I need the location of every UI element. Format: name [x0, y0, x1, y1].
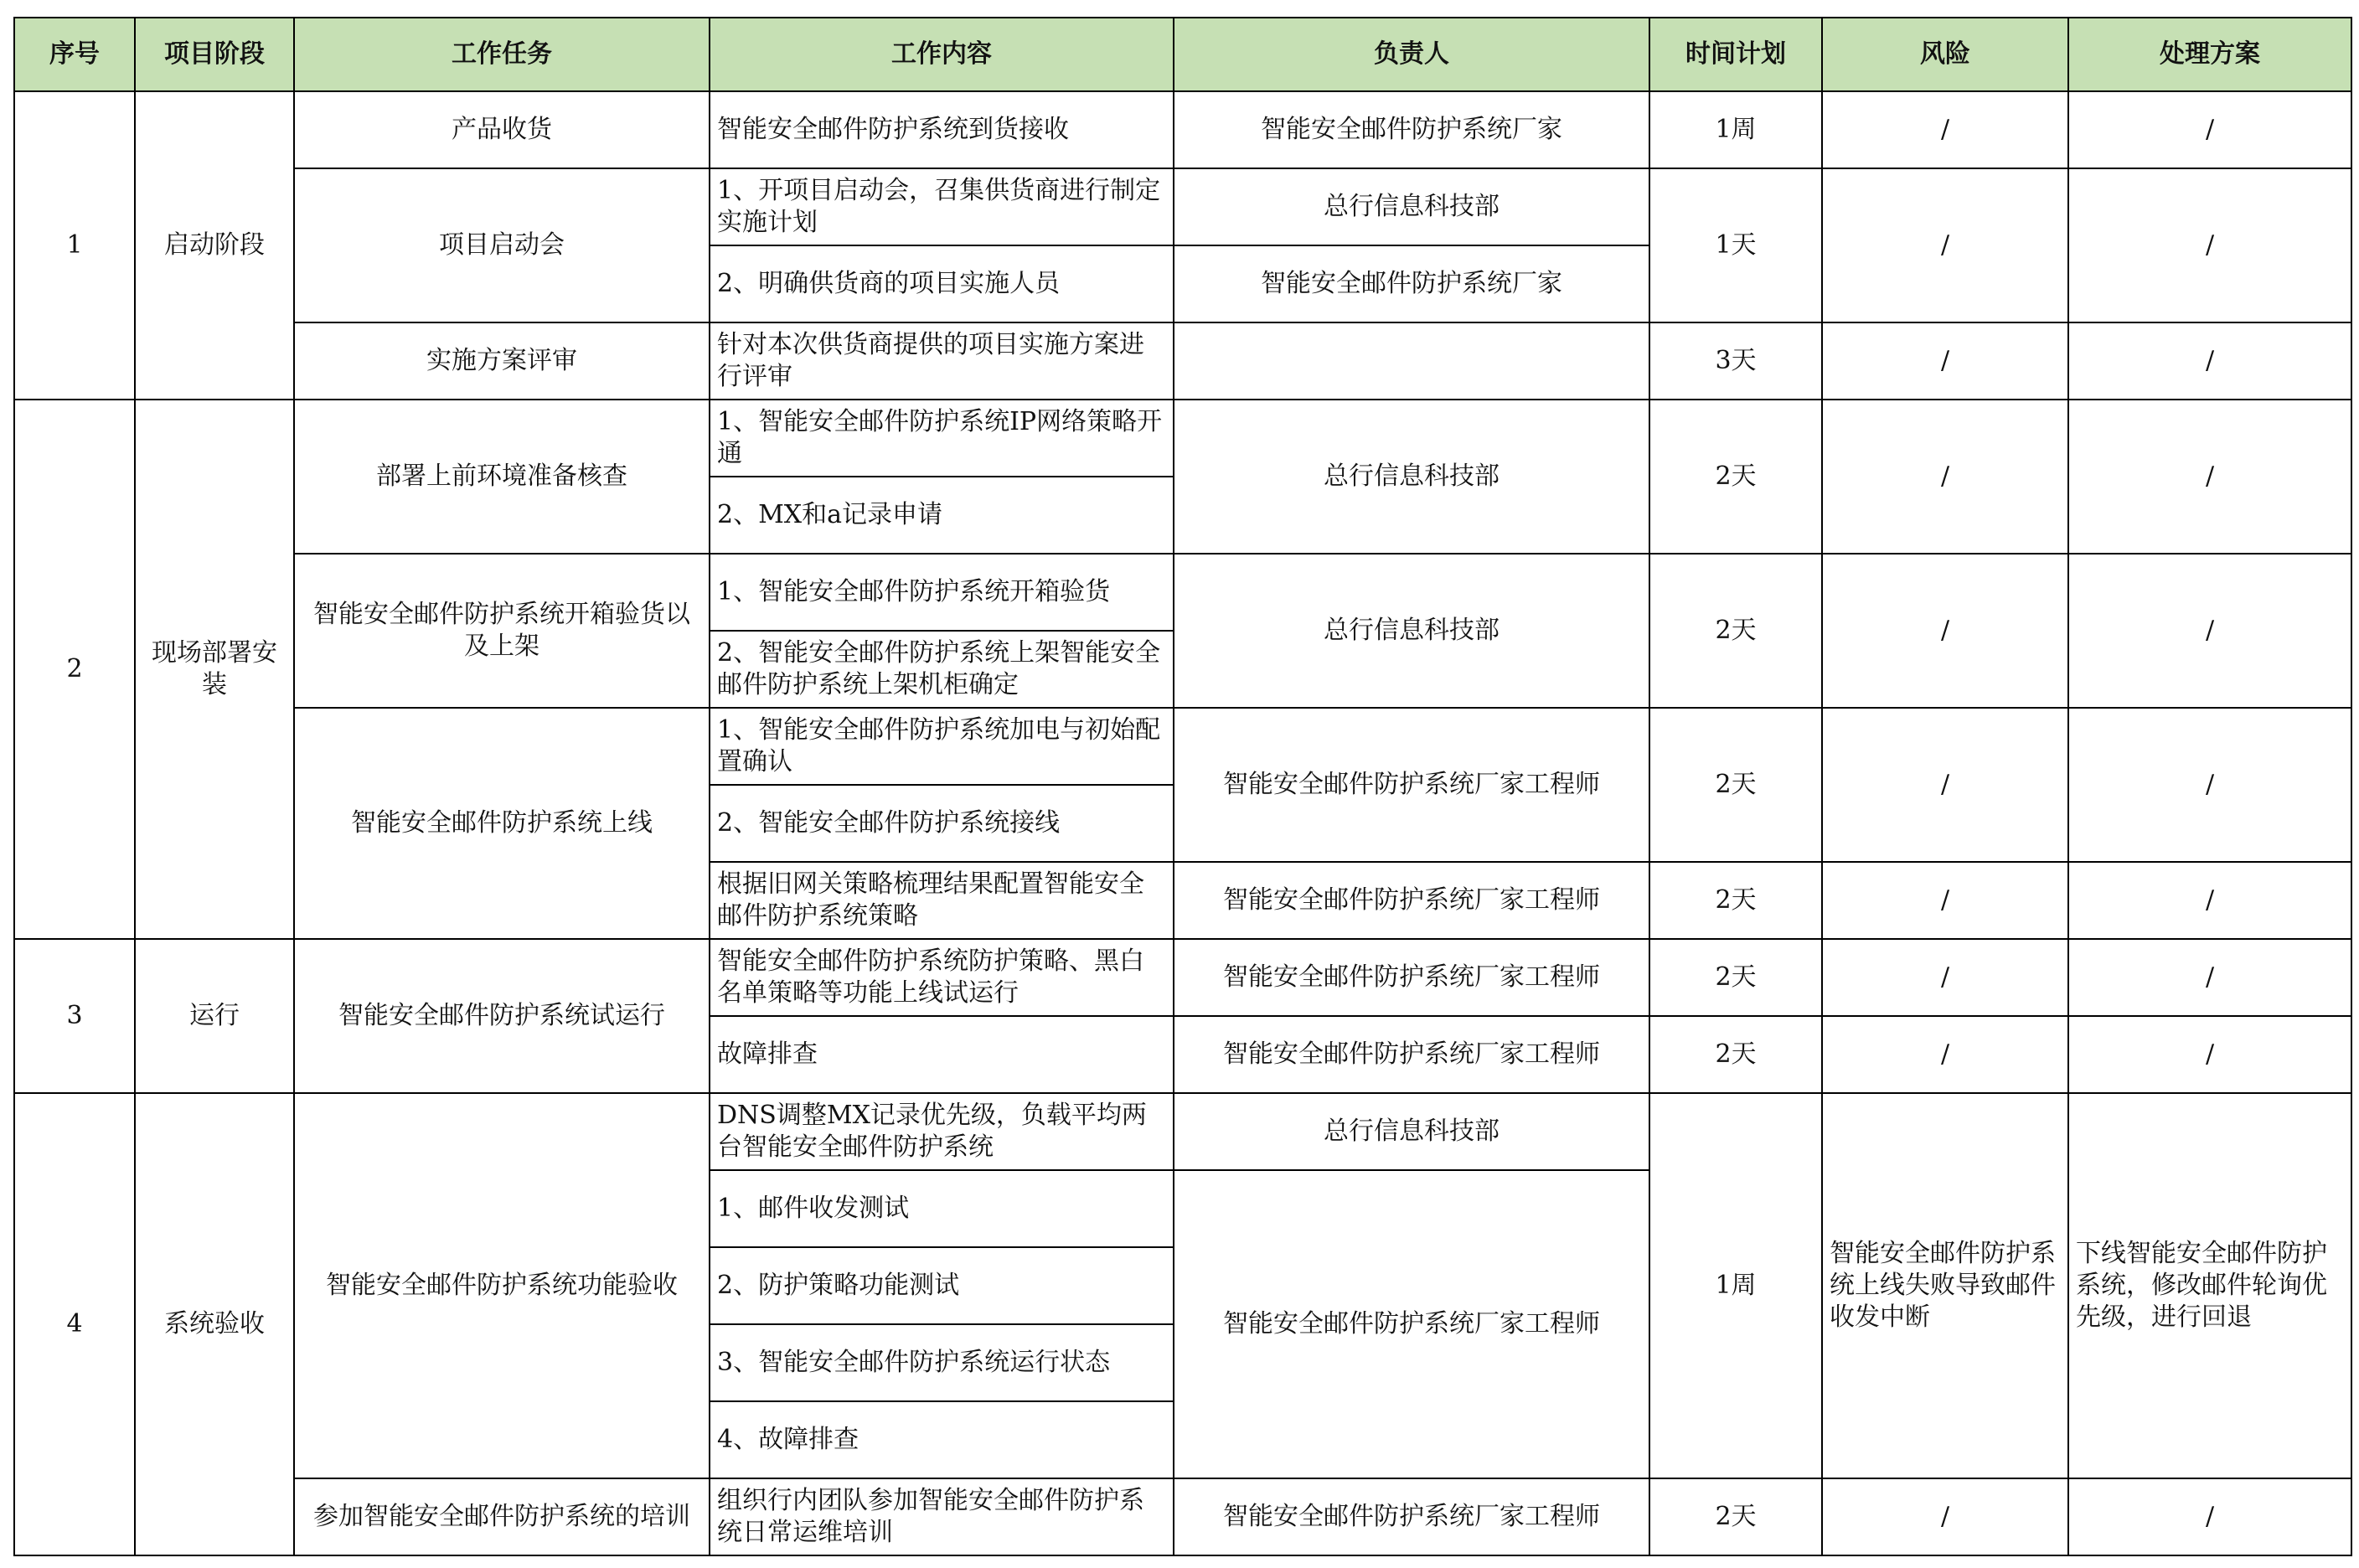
- schedule-cell: 2天: [1649, 554, 1822, 708]
- content-cell: 智能安全邮件防护系统防护策略、黑白名单策略等功能上线试运行: [710, 939, 1174, 1016]
- table-row: [14, 91, 2351, 168]
- content-cell: 组织行内团队参加智能安全邮件防护系统日常运维培训: [710, 1478, 1174, 1555]
- owner-cell: 总行信息科技部: [1174, 554, 1649, 708]
- content-cell: 1、邮件收发测试: [710, 1170, 1174, 1247]
- content-cell: 2、智能安全邮件防护系统上架智能安全邮件防护系统上架机柜确定: [710, 631, 1174, 708]
- schedule-cell: 2天: [1649, 1016, 1822, 1093]
- header-cell-no: 序号: [14, 18, 135, 91]
- plan-cell: /: [2068, 1478, 2351, 1555]
- table-row: [14, 1093, 2351, 1170]
- risk-cell: /: [1822, 554, 2068, 708]
- risk-cell: /: [1822, 400, 2068, 554]
- task-cell: 产品收货: [294, 91, 710, 168]
- plan-cell: /: [2068, 168, 2351, 322]
- table-row: [14, 322, 2351, 400]
- risk-cell: /: [1822, 708, 2068, 862]
- schedule-cell: 2天: [1649, 400, 1822, 554]
- plan-cell: /: [2068, 1016, 2351, 1093]
- schedule-cell: 2天: [1649, 939, 1822, 1016]
- owner-cell: [1174, 322, 1649, 400]
- content-cell: 3、智能安全邮件防护系统运行状态: [710, 1324, 1174, 1401]
- content-cell: 1、智能安全邮件防护系统IP网络策略开通: [710, 400, 1174, 477]
- schedule-cell: 1周: [1649, 1093, 1822, 1478]
- plan-cell: /: [2068, 862, 2351, 939]
- table-row: [14, 939, 2351, 1016]
- content-cell: 2、防护策略功能测试: [710, 1247, 1174, 1324]
- risk-cell: /: [1822, 322, 2068, 400]
- header-cell-risk: 风险: [1822, 18, 2068, 91]
- phase-number-cell: 4: [14, 1093, 135, 1555]
- risk-cell: /: [1822, 862, 2068, 939]
- task-cell: 智能安全邮件防护系统试运行: [294, 939, 710, 1093]
- phase-number-cell: 3: [14, 939, 135, 1093]
- content-cell: 故障排查: [710, 1016, 1174, 1093]
- risk-cell: /: [1822, 1016, 2068, 1093]
- table-row: [14, 554, 2351, 631]
- plan-cell: /: [2068, 91, 2351, 168]
- phase-name-cell: 启动阶段: [135, 91, 294, 400]
- content-cell: 2、智能安全邮件防护系统接线: [710, 785, 1174, 862]
- plan-cell: 下线智能安全邮件防护系统，修改邮件轮询优先级，进行回退: [2068, 1093, 2351, 1478]
- risk-cell: /: [1822, 939, 2068, 1016]
- task-cell: 项目启动会: [294, 168, 710, 322]
- schedule-cell: 1天: [1649, 168, 1822, 322]
- content-cell: 2、MX和a记录申请: [710, 477, 1174, 554]
- header-cell-schedule: 时间计划: [1649, 18, 1822, 91]
- owner-cell: 总行信息科技部: [1174, 1093, 1649, 1170]
- content-cell: 智能安全邮件防护系统到货接收: [710, 91, 1174, 168]
- owner-cell: 智能安全邮件防护系统厂家工程师: [1174, 1170, 1649, 1478]
- risk-cell: /: [1822, 168, 2068, 322]
- header-row: [14, 18, 2351, 91]
- header-cell-plan: 处理方案: [2068, 18, 2351, 91]
- plan-cell: /: [2068, 400, 2351, 554]
- owner-cell: 总行信息科技部: [1174, 400, 1649, 554]
- task-cell: 部署上前环境准备核查: [294, 400, 710, 554]
- schedule-cell: 1周: [1649, 91, 1822, 168]
- owner-cell: 智能安全邮件防护系统厂家工程师: [1174, 1016, 1649, 1093]
- content-cell: DNS调整MX记录优先级，负载平均两台智能安全邮件防护系统: [710, 1093, 1174, 1170]
- owner-cell: 智能安全邮件防护系统厂家工程师: [1174, 862, 1649, 939]
- owner-cell: 智能安全邮件防护系统厂家工程师: [1174, 708, 1649, 862]
- table-row: [14, 400, 2351, 477]
- owner-cell: 智能安全邮件防护系统厂家工程师: [1174, 1478, 1649, 1555]
- phase-number-cell: 1: [14, 91, 135, 400]
- task-cell: 智能安全邮件防护系统上线: [294, 708, 710, 939]
- content-cell: 针对本次供货商提供的项目实施方案进行评审: [710, 322, 1174, 400]
- owner-cell: 智能安全邮件防护系统厂家: [1174, 245, 1649, 322]
- schedule-cell: 2天: [1649, 1478, 1822, 1555]
- header-cell-phase: 项目阶段: [135, 18, 294, 91]
- table-row: [14, 1478, 2351, 1555]
- phase-name-cell: 系统验收: [135, 1093, 294, 1555]
- header-cell-owner: 负责人: [1174, 18, 1649, 91]
- content-cell: 1、开项目启动会，召集供货商进行制定实施计划: [710, 168, 1174, 245]
- phase-name-cell: 现场部署安装: [135, 400, 294, 939]
- content-cell: 根据旧网关策略梳理结果配置智能安全邮件防护系统策略: [710, 862, 1174, 939]
- risk-cell: /: [1822, 91, 2068, 168]
- plan-cell: /: [2068, 322, 2351, 400]
- owner-cell: 智能安全邮件防护系统厂家: [1174, 91, 1649, 168]
- task-cell: 实施方案评审: [294, 322, 710, 400]
- schedule-cell: 3天: [1649, 322, 1822, 400]
- content-cell: 2、明确供货商的项目实施人员: [710, 245, 1174, 322]
- owner-cell: 总行信息科技部: [1174, 168, 1649, 245]
- header-cell-task: 工作任务: [294, 18, 710, 91]
- schedule-cell: 2天: [1649, 862, 1822, 939]
- plan-cell: /: [2068, 708, 2351, 862]
- header-cell-content: 工作内容: [710, 18, 1174, 91]
- phase-number-cell: 2: [14, 400, 135, 939]
- risk-cell: /: [1822, 1478, 2068, 1555]
- work-plan-table: [13, 17, 2352, 1556]
- risk-cell: 智能安全邮件防护系统上线失败导致邮件收发中断: [1822, 1093, 2068, 1478]
- task-cell: 参加智能安全邮件防护系统的培训: [294, 1478, 710, 1555]
- plan-cell: /: [2068, 939, 2351, 1016]
- table-row: [14, 708, 2351, 785]
- content-cell: 1、智能安全邮件防护系统开箱验货: [710, 554, 1174, 631]
- phase-name-cell: 运行: [135, 939, 294, 1093]
- schedule-cell: 2天: [1649, 708, 1822, 862]
- owner-cell: 智能安全邮件防护系统厂家工程师: [1174, 939, 1649, 1016]
- content-cell: 4、故障排查: [710, 1401, 1174, 1478]
- content-cell: 1、智能安全邮件防护系统加电与初始配置确认: [710, 708, 1174, 785]
- task-cell: 智能安全邮件防护系统功能验收: [294, 1093, 710, 1478]
- table-row: [14, 168, 2351, 245]
- task-cell: 智能安全邮件防护系统开箱验货以及上架: [294, 554, 710, 708]
- plan-cell: /: [2068, 554, 2351, 708]
